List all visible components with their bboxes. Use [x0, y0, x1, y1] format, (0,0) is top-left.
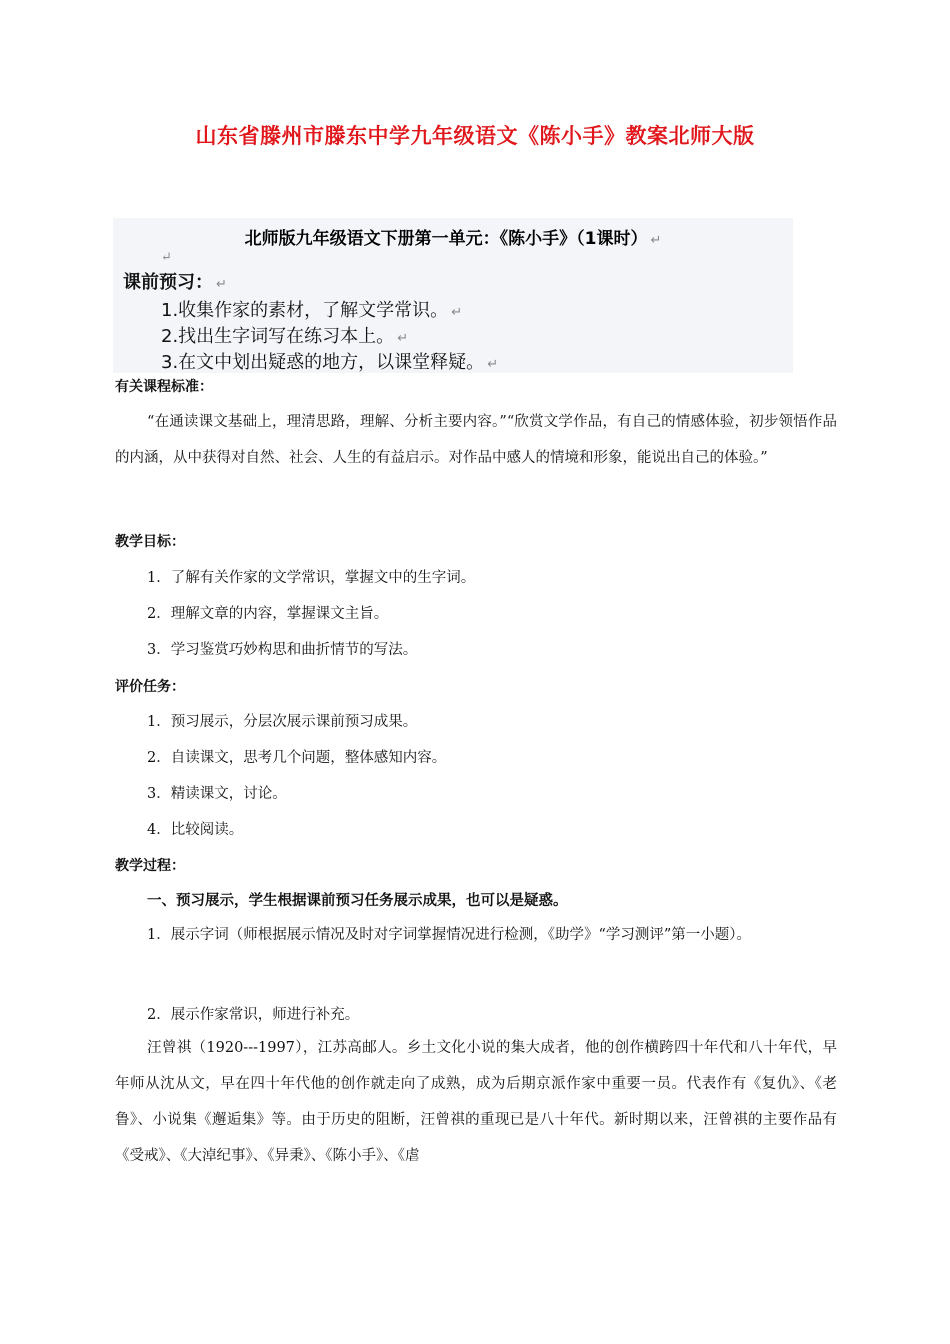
paragraph-mark-icon: ↵ — [650, 233, 662, 248]
paragraph-mark-icon: ↵ — [216, 277, 227, 292]
preview-item: 1.收集作家的素材，了解文学常识。 ↵ — [161, 300, 463, 321]
standards-text: “在通读课文基础上，理清思路，理解、分析主要内容。”“欣赏文学作品，有自己的情感体验，初步领悟作品的内涵，从中获得对自然、社会、人生的有益启示。对作品中感人的情境和形象，能说出自己的体验。” — [115, 414, 837, 466]
standards-heading: 有关课程标准： — [115, 379, 213, 395]
preview-item: 2.找出生字词写在练习本上。 ↵ — [161, 326, 409, 347]
paragraph-mark-icon: ↵ — [451, 305, 463, 320]
preview-item: 3.在文中划出疑惑的地方，以课堂释疑。 ↵ — [161, 352, 499, 373]
paragraph-mark-icon: ↵ — [397, 331, 409, 346]
goal-item: 1．了解有关作家的文学常识，掌握文中的生字词。 — [147, 570, 476, 586]
goal-item: 3．学习鉴赏巧妙构思和曲折情节的写法。 — [147, 642, 418, 658]
paragraph-mark-icon: ↵ — [487, 357, 499, 372]
embedded-title: 北师版九年级语文下册第一单元：《陈小手》（1课时） ↵ — [244, 229, 662, 249]
task-item: 1．预习展示，分层次展示课前预习成果。 — [147, 714, 418, 730]
goals-heading: 教学目标： — [115, 534, 185, 550]
process-item: 2．展示作家常识，师进行补充。 — [147, 1007, 360, 1023]
author-bio: 汪曾祺（1920---1997），江苏高邮人。乡土文化小说的集大成者，他的创作横跨四十年代和八十年代，早年师从沈从文，早在四十年代他的创作就走向了成熟，成为后期京派作家中重要一员。代表作有《复仇》、《老鲁》、小说集《邂逅集》等。由于历史的阻断，汪曾祺的重现已是八十年代。新时期以来，汪曾祺的主要作品有《受戒》、《大淖纪事》、《异秉》、《陈小手》、《虐 — [115, 1040, 837, 1164]
process-heading: 教学过程： — [115, 858, 185, 874]
process-item: 1．展示字词（师根据展示情况及时对字词掌握情况进行检测，《助学》“学习测评”第一小题）。 — [147, 927, 752, 943]
goal-item: 2．理解文章的内容，掌握课文主旨。 — [147, 606, 389, 622]
embedded-lesson-image — [113, 218, 793, 373]
task-item: 4．比较阅读。 — [147, 822, 244, 838]
task-item: 2．自读课文，思考几个问题，整体感知内容。 — [147, 750, 447, 766]
process-step-heading: 一、预习展示，学生根据课前预习任务展示成果，也可以是疑惑。 — [147, 893, 568, 909]
task-item: 3．精读课文，讨论。 — [147, 786, 287, 802]
preview-label: 课前预习： ↵ — [123, 272, 227, 293]
document-title: 山东省滕州市滕东中学九年级语文《陈小手》教案北师大版 — [195, 124, 755, 148]
tasks-heading: 评价任务： — [115, 679, 185, 695]
paragraph-mark-icon: ↵ — [161, 250, 172, 265]
